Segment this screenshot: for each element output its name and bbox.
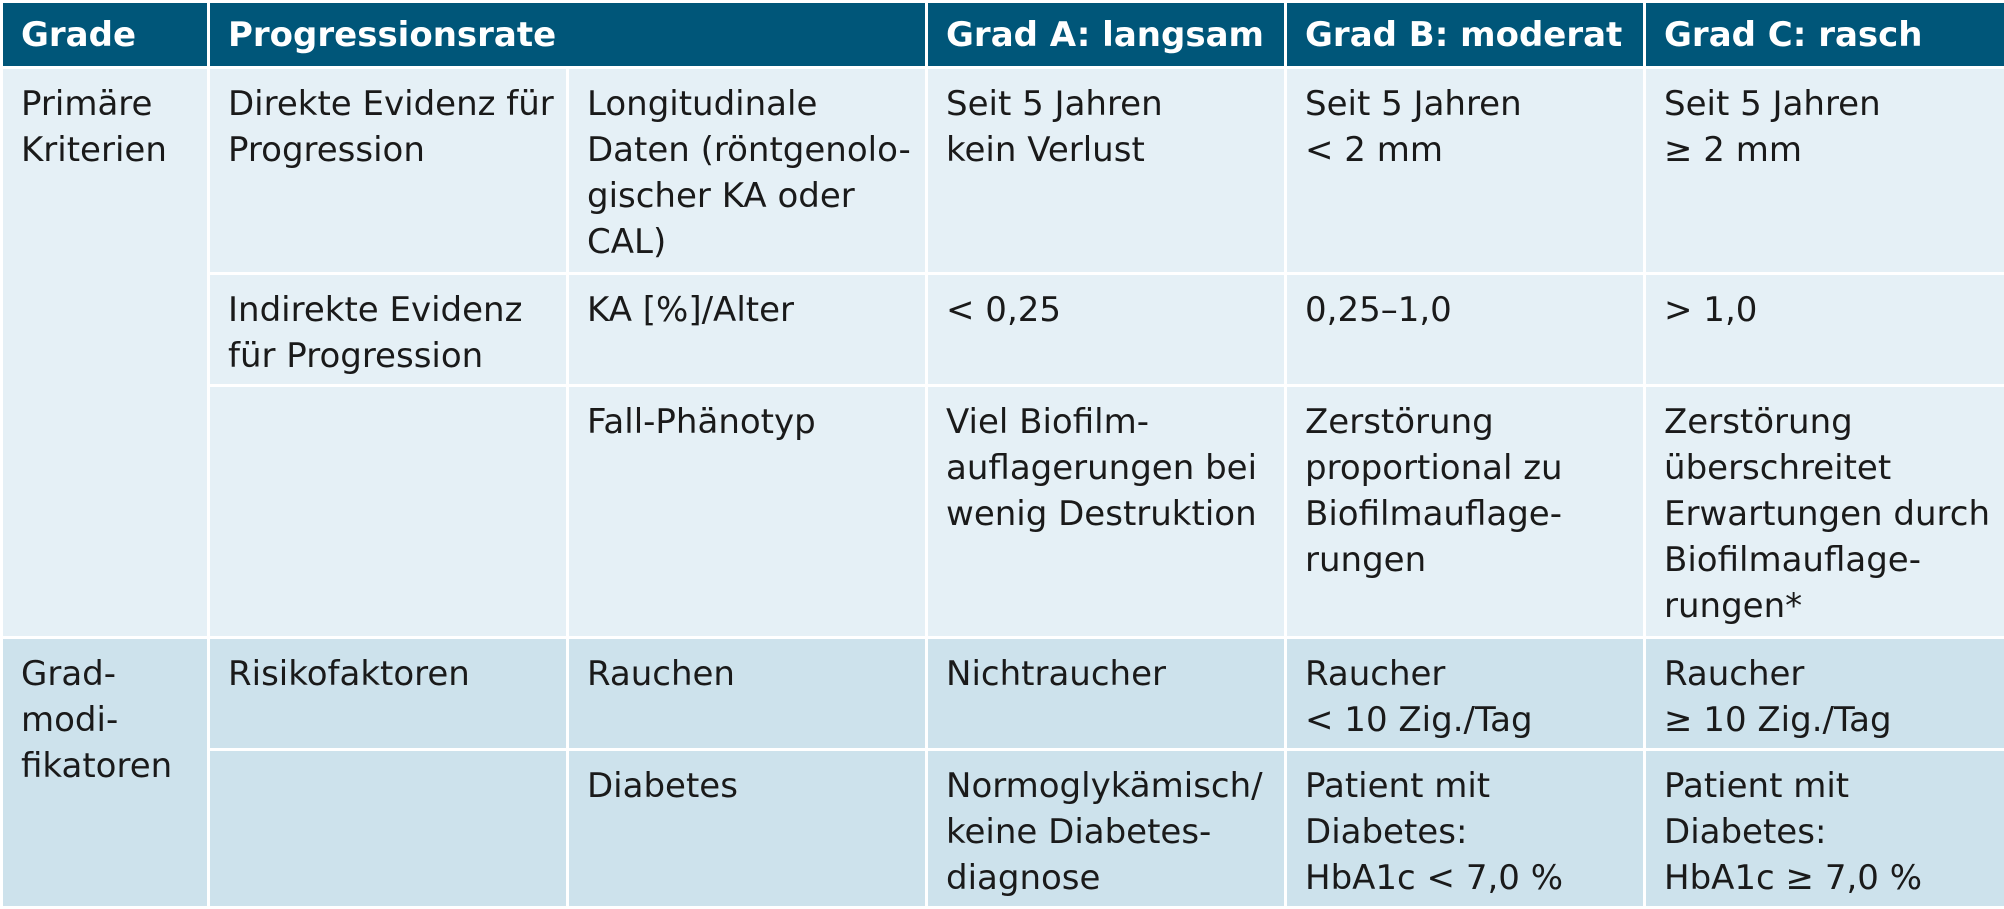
phenotype-grade-a-cell [927,386,1286,638]
cell-text-line: Progression [228,127,548,173]
cell-text-line: Patient mit [1664,763,1986,809]
cell-text-line: HbA1c ≥ 7,0 % [1664,855,1986,901]
diabetes-grade-a-cell [927,750,1286,908]
cell-text-line: fikatoren [21,743,189,789]
smoking-grade-c-cell [1645,638,2004,750]
cell-text-line: kein Verlust [946,127,1266,173]
cell-text-line: Zerstörung [1305,399,1625,445]
cell-text-line: rungen* [1664,583,1986,629]
cell-text-line: Patient mit [1305,763,1625,809]
diabetes-grade-b-cell [1286,750,1645,908]
case-phenotype-cell [568,386,927,638]
cell-text-line: Rauchen [587,651,907,697]
indirect-grade-a-cell [927,274,1286,386]
cell-text-line: Diabetes [587,763,907,809]
cell-text-line: 0,25–1,0 [1305,287,1625,333]
cell-text-line: Risikofaktoren [228,651,548,697]
cell-text-line: Fall-Phänotyp [587,399,907,445]
risk-factors-label [209,638,568,750]
header-grade-b: Grad B: moderat [1286,2,1645,68]
direct-grade-a-cell [927,68,1286,274]
cell-text-line: diagnose [946,855,1266,901]
cell-text-line: Grad- [21,651,189,697]
cell-text-line: Raucher [1305,651,1625,697]
cell-text-line: ≥ 2 mm [1664,127,1986,173]
cell-text-line: Direkte Evidenz für [228,81,548,127]
row-indirect-evidence [2,274,2004,386]
cell-text-line: Raucher [1664,651,1986,697]
direct-grade-c-cell [1645,68,2004,274]
cell-text-line: Biofilmauflage- [1664,537,1986,583]
cell-text-line: Diabetes: [1664,809,1986,855]
direct-grade-b-cell [1286,68,1645,274]
cell-text-line: Nichtraucher [946,651,1266,697]
bone-loss-age-cell [568,274,927,386]
cell-text-line: Primäre [21,81,189,127]
cell-text-line: Longitudinale [587,81,907,127]
empty-cell [209,386,568,638]
cell-text-line: wenig Destruktion [946,491,1266,537]
cell-text-line: HbA1c < 7,0 % [1305,855,1625,901]
cell-text-line: auflagerungen bei [946,445,1266,491]
header-progression-rate: Progressionsrate [209,2,927,68]
cell-text-line: Diabetes: [1305,809,1625,855]
cell-text-line: Kriterien [21,127,189,173]
header-grade-a: Grad A: langsam [927,2,1286,68]
header-grade-c: Grad C: rasch [1645,2,2004,68]
cell-text-line: Erwartungen durch [1664,491,1986,537]
phenotype-grade-b-cell [1286,386,1645,638]
cell-text-line: modi- [21,697,189,743]
cell-text-line: < 10 Zig./Tag [1305,697,1625,743]
primary-criteria-label [2,68,209,638]
cell-text-line: < 2 mm [1305,127,1625,173]
cell-text-line: Viel Biofilm- [946,399,1266,445]
cell-text-line: gischer KA oder [587,173,907,219]
cell-text-line: überschreitet [1664,445,1986,491]
grade-modifiers-label [2,638,209,908]
indirect-grade-c-cell [1645,274,2004,386]
smoking-grade-b-cell [1286,638,1645,750]
cell-text-line: Seit 5 Jahren [1664,81,1986,127]
cell-text-line: Normoglykämisch/ [946,763,1266,809]
cell-text-line: Seit 5 Jahren [946,81,1266,127]
row-smoking [2,638,2004,750]
cell-text-line: > 1,0 [1664,287,1986,333]
row-diabetes [2,750,2004,908]
cell-text-line: Biofilmauflage- [1305,491,1625,537]
cell-text-line: Zerstörung [1664,399,1986,445]
cell-text-line: Indirekte Evidenz [228,287,548,333]
cell-text-line: Seit 5 Jahren [1305,81,1625,127]
cell-text-line: Daten (röntgenolo- [587,127,907,173]
cell-text-line: proportional zu [1305,445,1625,491]
indirect-grade-b-cell [1286,274,1645,386]
cell-text-line: keine Diabetes- [946,809,1266,855]
longitudinal-data-cell [568,68,927,274]
row-direct-evidence [2,68,2004,274]
empty-cell [209,750,568,908]
header-grade: Grade [2,2,209,68]
header-row [2,2,2004,68]
cell-text-line: KA [%]/Alter [587,287,907,333]
diabetes-grade-c-cell [1645,750,2004,908]
cell-text-line: CAL) [587,219,907,265]
row-case-phenotype [2,386,2004,638]
cell-text-line: für Progression [228,333,548,379]
cell-text-line: < 0,25 [946,287,1266,333]
diabetes-cell [568,750,927,908]
indirect-evidence-label [209,274,568,386]
cell-text-line: ≥ 10 Zig./Tag [1664,697,1986,743]
smoking-grade-a-cell [927,638,1286,750]
table-header [2,2,2004,68]
direct-evidence-label [209,68,568,274]
smoking-cell [568,638,927,750]
cell-text-line: rungen [1305,537,1625,583]
phenotype-grade-c-cell [1645,386,2004,638]
